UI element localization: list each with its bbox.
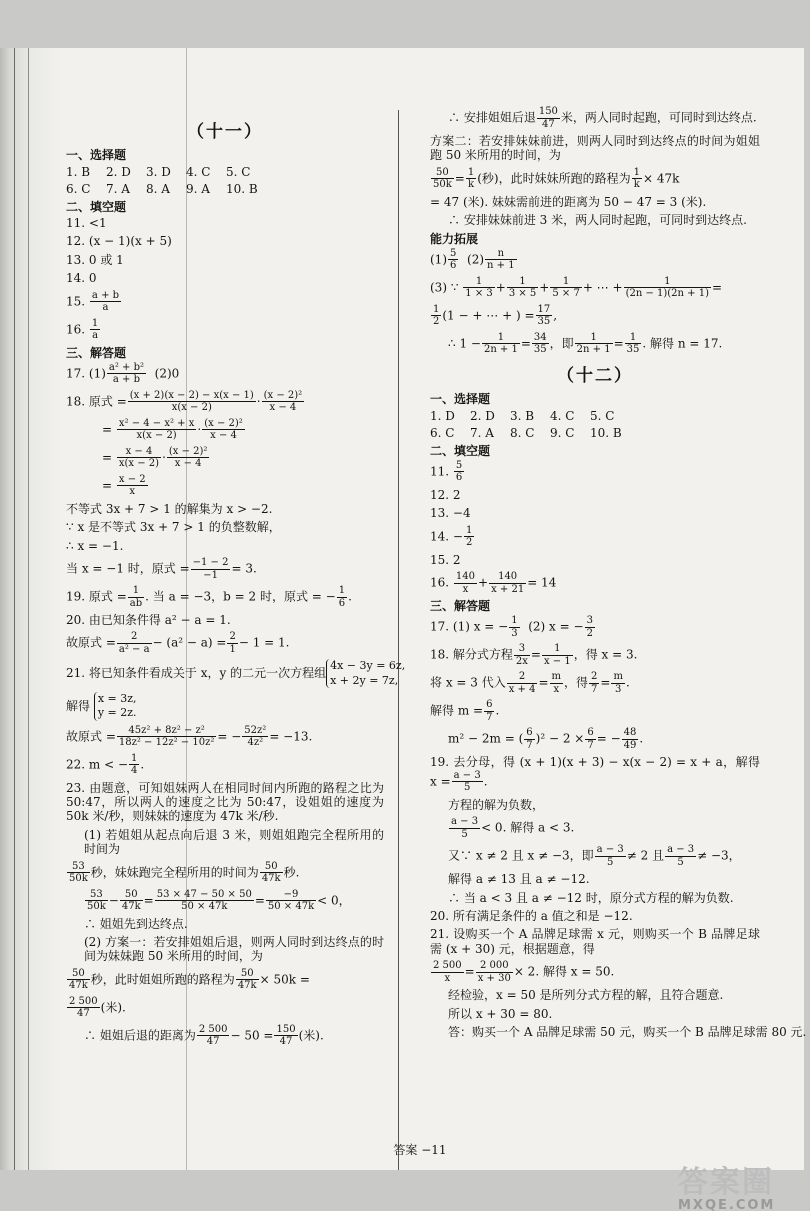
choice-answer: 8. C — [510, 426, 535, 441]
fill-answer: 15. $\frac{a + b}{a}$ — [66, 289, 120, 314]
extension-3-sum: $\frac{1}{2}$ (1 − + ⋯ + ) = $\frac{17}{35}$ , — [433, 303, 558, 328]
answer-23-part2: (2) 方案一：若安排姐姐后退，则两人同时到达终点的时间为妹妹跑 50 米所用的时间，为 — [84, 935, 384, 964]
choice-row — [430, 409, 760, 423]
answer-21: 21. 设购买一个 A 品牌足球需 x 元，则购买一个 B 品牌足球需 (x + 30) 元，根据题意，得 — [430, 927, 760, 956]
answer-18-step: = $\frac{\text{x² − 4 − x² + x}}{x(x - 2)}$ · $\frac{\text{(x − 2)²}}{x - 4}$ — [102, 417, 243, 442]
fill-answer: 12. 2 — [430, 487, 461, 502]
plan2-math: $\frac{50}{50k}$ = $\frac{1}{k}$ (秒)，此时妹妹所跑的路程为 $\frac{1}{k}$ × 47k — [433, 166, 680, 191]
answer-21-solution: 解得 x = 3z, y = 2z. — [66, 692, 137, 720]
answer-22: 22. m < − $\frac{1}{4}$ . — [66, 752, 145, 777]
answer-19-step: 方程的解为负数， — [448, 797, 545, 812]
extension-1-2: (1) $\frac{5}{6}$ (2) $\frac{n}{n + 1}$ — [430, 247, 515, 272]
choice-answer: 8. A — [146, 182, 170, 197]
answer-18-text: 当 x = −1 时，原式 = $\frac{-1 - 2}{-1}$ = 3. — [66, 557, 257, 581]
choice-answer: 7. A — [470, 426, 494, 441]
answer-18-step: 解得 m = $\frac{6}{7}$ . — [430, 699, 500, 723]
fraction: $\frac{\text{a² + b²}}{a + b}$ — [108, 361, 145, 386]
choice-answer: 2. D — [470, 408, 495, 423]
fraction: $\frac{17}{35}$ — [537, 303, 551, 328]
choice-answer: 3. D — [146, 164, 171, 179]
answer-20: 20. 所有满足条件的 a 值之和是 −12. — [430, 909, 633, 924]
fraction: $\frac{5}{6}$ — [455, 459, 463, 484]
fraction: $\frac{1}{2}$ — [433, 303, 440, 328]
choice-answer: 5. C — [590, 408, 615, 423]
fraction: $\frac{-9}{50 \times 47k}$ — [267, 888, 315, 913]
choice-answer: 9. C — [550, 426, 575, 441]
fill-answer: 14. − $\frac{1}{2}$ — [430, 524, 473, 549]
fraction: $\frac{1}{ab}$ — [129, 585, 143, 609]
answer-23: 23. 由题意，可知姐妹两人在相同时间内所跑的路程之比为 50:47，所以两人的速度之比为 50:47，设姐姐的速度为 50k 米/秒，则妹妹的速度为 47k 米/秒. — [66, 780, 384, 824]
heading-extension: 能力拓展 — [430, 231, 479, 246]
answer-17: 17. (1) $\frac{\text{a² + b²}}{a + b}$ (2)0 — [66, 361, 180, 386]
plan1-conclusion: ∴ 安排姐姐后退 $\frac{150}{47}$ 米，两人同时起跑，可同时到达终点. — [448, 106, 757, 130]
fraction: $\frac{2 000}{x + 30}$ — [477, 960, 511, 984]
heading-solve: 三、解答题 — [430, 599, 491, 614]
fraction: $\frac{1}{k}$ — [467, 166, 475, 191]
answer-23-times: $\frac{53}{50k}$ 秒，妹妹跑完全程所用的时间为 $\frac{50}{47k}$ 秒. — [69, 860, 300, 885]
fraction: $\frac{6}{7}$ — [587, 727, 594, 751]
fraction: $\frac{5}{6}$ — [450, 247, 457, 272]
answer-18: 18. 原式 = $\frac{(x + 2)(x - 2) - x(x - 1)}{x(x - 2)}$ · $\frac{\text{(x − 2)²}}{x - 4}$ — [66, 389, 303, 414]
fraction: $\frac{a - 3}{5}$ — [596, 844, 624, 868]
fraction: $\frac{1}{2n + 1}$ — [576, 331, 611, 356]
fraction: $\frac{-1 - 2}{-1}$ — [192, 557, 229, 581]
fraction: $\frac{x - 2}{x}$ — [118, 473, 146, 498]
fraction: $\frac{6}{7}$ — [526, 727, 533, 751]
answer-20: 20. 由已知条件得 a² − a = 1. — [66, 613, 231, 628]
answer-18-text: ∴ x = −1. — [66, 538, 124, 553]
plan2-distance: = 47 (米). 妹妹需前进的距离为 50 − 47 = 3 (米). — [430, 194, 707, 209]
fraction: $\frac{\text{x² − 4 − x² + x}}{x(x - 2)}$ — [118, 417, 195, 442]
answer-21-equation: $\frac{2 500}{x}$ = $\frac{2 000}{x + 30}$ × 2. 解得 x = 50. — [433, 960, 615, 984]
answer-23-back: ∴ 姐姐后退的距离为 $\frac{2 500}{47}$ − 50 = $\frac{150}{47}$ (米). — [84, 1023, 324, 1048]
choice-answer: 10. B — [590, 426, 622, 441]
fraction: $\frac{34}{35}$ — [533, 331, 547, 356]
choice-answer: 7. A — [106, 182, 130, 197]
choice-answer: 4. C — [186, 164, 211, 179]
fraction: $\frac{x - 4}{x(x - 2)}$ — [118, 445, 160, 470]
answer-23-distance: $\frac{2 500}{47}$ (米). — [69, 995, 126, 1020]
fill-answer: 15. 2 — [430, 552, 461, 567]
section-title-11: （十一） — [187, 122, 263, 142]
extension-3: (3) ∵ $\frac{1}{1 \times 3}$ + $\frac{1}{3 \times 5}$ + $\frac{1}{5 \times 7}$ + ⋯ + $\frac{1}{(2n - 1)(2n + 1)}$ = — [430, 275, 723, 300]
left-column — [66, 60, 406, 1052]
fraction: $\frac{1}{(2n - 1)(2n + 1)}$ — [625, 275, 709, 300]
choice-row — [66, 165, 384, 179]
fraction: $\frac{48}{49}$ — [623, 727, 637, 751]
fraction: $\frac{a - 3}{5}$ — [453, 769, 481, 794]
fraction: $\frac{\text{(x − 2)²}}{x - 4}$ — [263, 389, 303, 414]
fraction: $\frac{1}{35}$ — [626, 331, 640, 356]
equation-system: x = 3z, y = 2z. — [94, 692, 137, 721]
choice-answer: 3. B — [510, 408, 535, 423]
answer-18-text: 不等式 3x + 7 > 1 的解集为 x > −2. — [66, 501, 273, 516]
answer-18-step: m² − 2m = ( $\frac{6}{7}$ )² − 2 × $\frac{6}{7}$ = − $\frac{48}{49}$ . — [448, 727, 644, 751]
fraction: $\frac{150}{47}$ — [538, 106, 558, 130]
answer-19-step: $\frac{a - 3}{5}$ < 0. 解得 a < 3. — [451, 816, 575, 840]
answer-19-step: 解得 a ≠ 13 且 a ≠ −12. — [448, 872, 590, 887]
fill-answer: 14. 0 — [66, 271, 97, 286]
answer-18-step: = $\frac{x - 2}{x}$ — [102, 473, 146, 498]
fraction: $\frac{1}{x - 1}$ — [543, 643, 571, 667]
section-title-12: （十二） — [557, 365, 633, 386]
fraction: $\frac{1}{a}$ — [91, 317, 99, 342]
choice-answer: 1. D — [430, 408, 455, 423]
choice-answer: 5. C — [226, 164, 251, 179]
choice-answer: 2. D — [106, 164, 131, 179]
fraction: $\frac{m}{x}$ — [551, 671, 562, 695]
fraction: $\frac{\text{45z² + 8z² − z²}}{\text{18z² − 12z² − 10z²}}$ — [118, 724, 215, 749]
answer-21-final: 答：购买一个 A 品牌足球需 50 元，购买一个 B 品牌足球需 80 元. — [448, 1024, 807, 1039]
answer-18-step: = $\frac{x - 4}{x(x - 2)}$ · $\frac{\text{(x − 2)²}}{x - 4}$ — [102, 445, 208, 470]
fraction: $\frac{53 \times 47 - 50 \times 50}{50 \times 47k}$ — [156, 888, 252, 913]
fill-answer: 13. −4 — [430, 506, 471, 521]
fraction: $\frac{1}{k}$ — [633, 166, 640, 191]
answer-19: 19. 原式 = $\frac{1}{ab}$ . 当 a = −3，b = 2 时，原式 = − $\frac{1}{6}$ . — [66, 585, 352, 609]
choice-answer: 1. B — [66, 164, 91, 179]
answer-21-result: 故原式 = $\frac{\text{45z² + 8z² − z²}}{\text{18z² − 12z² − 10z²}}$ = − $\frac{\text{52z²}}{\text{4z²}}$ = −13. — [66, 724, 313, 749]
answer-18-text: ∵ x 是不等式 3x + 7 > 1 的负整数解， — [66, 520, 281, 535]
fraction: $\frac{2 500}{47}$ — [69, 995, 98, 1020]
heading-choice: 一、选择题 — [66, 148, 127, 163]
fraction: $\frac{50}{47k}$ — [121, 888, 141, 913]
fraction: $\frac{2 500}{47}$ — [198, 1023, 228, 1048]
answer-19-step: 又∵ x ≠ 2 且 x ≠ −3，即 $\frac{a - 3}{5}$ ≠ 2 且 $\frac{a - 3}{5}$ ≠ −3， — [448, 844, 741, 868]
fill-answer: 11. $\frac{5}{6}$ — [430, 459, 463, 484]
fraction: $\frac{2}{\text{a² − a}}$ — [118, 631, 150, 655]
fraction: $\frac{\text{(x − 2)²}}{x - 4}$ — [168, 445, 208, 470]
fraction: $\frac{3}{2}$ — [586, 615, 593, 639]
fraction: $\frac{140}{x}$ — [455, 571, 476, 595]
fraction: $\frac{1}{5 \times 7}$ — [552, 275, 580, 300]
choice-answer: 10. B — [226, 182, 258, 197]
answer-18: 18. 解分式方程 $\frac{3}{2x}$ = $\frac{1}{x - 1}$ ，得 x = 3. — [430, 643, 638, 667]
answer-23-part1: (1) 若姐姐从起点向后退 3 米，则姐姐跑完全程所用的时间为 — [84, 827, 384, 857]
binding-line — [14, 48, 15, 1170]
fraction: $\frac{1}{3}$ — [511, 615, 518, 639]
watermark-logo: 答案圈 MXQE.COM — [678, 1165, 776, 1211]
fraction: $\frac{n}{n + 1}$ — [487, 247, 515, 272]
choice-row — [430, 426, 760, 440]
fraction: $\frac{1}{2n + 1}$ — [483, 331, 518, 356]
fraction: $\frac{1}{3 \times 5}$ — [508, 275, 537, 300]
fraction: $\frac{53}{50k}$ — [87, 888, 106, 913]
binding-line — [28, 48, 29, 1170]
answer-18-step: 将 x = 3 代入 $\frac{2}{x + 4}$ = $\frac{m}{x}$ ，得 $\frac{2}{7}$ = $\frac{m}{3}$ . — [430, 671, 630, 695]
fraction: $\frac{1}{4}$ — [131, 752, 138, 777]
fill-answer: 16. $\frac{140}{x}$ + $\frac{140}{x + 21}$ = 14 — [430, 571, 557, 595]
fraction: $\frac{1}{2}$ — [465, 524, 473, 549]
fraction: $\frac{50}{47k}$ — [69, 967, 88, 992]
binding-shadow — [0, 48, 60, 1170]
fraction: $\frac{50}{47k}$ — [237, 967, 257, 992]
heading-fill: 二、填空题 — [430, 443, 491, 458]
plan2-text: 方案二：若安排妹妹前进，则两人同时到达终点的时间为姐姐跑 50 米所用的时间，为 — [430, 134, 760, 163]
fraction: $\frac{2}{x + 4}$ — [508, 671, 536, 695]
fraction: $\frac{50}{50k}$ — [433, 166, 452, 191]
fraction: $\frac{150}{47}$ — [276, 1023, 296, 1048]
column-divider — [398, 110, 399, 1170]
answer-23-text: ∴ 姐姐先到达终点. — [84, 916, 188, 931]
page-number: 答案 −11 — [393, 1143, 447, 1157]
fraction: $\frac{53}{50k}$ — [69, 860, 88, 885]
equation-system: 4x − 3y = 6z, x + 2y = 7z, — [326, 659, 405, 688]
fraction: $\frac{\text{52z²}}{\text{4z²}}$ — [244, 724, 267, 749]
choice-answer: 9. A — [186, 182, 210, 197]
fraction: $\frac{1}{6}$ — [338, 585, 346, 609]
answer-17: 17. (1) x = − $\frac{1}{3}$ (2) x = − $\frac{3}{2}$ — [430, 615, 593, 639]
fraction: $\frac{2}{7}$ — [591, 671, 598, 695]
heading-solve: 三、解答题 — [66, 345, 127, 360]
fraction: $\frac{2 500}{x}$ — [433, 960, 462, 984]
fill-answer: 16. $\frac{1}{a}$ — [66, 317, 99, 342]
fraction: $\frac{140}{x + 21}$ — [491, 571, 525, 595]
fill-answer: 12. (x − 1)(x + 5) — [66, 234, 172, 249]
fraction: $\frac{2}{1}$ — [229, 631, 236, 655]
fraction: $\frac{a + b}{a}$ — [91, 289, 120, 314]
answer-23-plan1: $\frac{50}{47k}$ 秒，此时姐姐所跑的路程为 $\frac{50}{47k}$ × 50k = — [69, 967, 310, 992]
extension-3-result: ∴ 1 − $\frac{1}{2n + 1}$ = $\frac{34}{35}$ ，即 $\frac{1}{2n + 1}$ = $\frac{1}{35}$ . 解得 n = 17. — [448, 331, 723, 356]
fraction: $\frac{a - 3}{5}$ — [451, 816, 479, 840]
fraction: $\frac{3}{2x}$ — [515, 643, 528, 667]
fill-answer: 11. <1 — [66, 215, 107, 230]
fraction: $\frac{m}{3}$ — [613, 671, 623, 695]
fraction: $\frac{(x + 2)(x - 2) - x(x - 1)}{x(x - 2)}$ — [129, 389, 254, 414]
fraction: $\frac{1}{1 \times 3}$ — [465, 275, 493, 300]
answer-19-step: ∴ 当 a < 3 且 a ≠ −12 时，原分式方程的解为负数. — [448, 890, 734, 905]
choice-answer: 6. C — [430, 426, 455, 441]
plan2-conclusion: ∴ 安排妹妹前进 3 米，两人同时起跑，可同时到达终点. — [448, 213, 747, 228]
right-column — [430, 60, 807, 1043]
fill-answer: 13. 0 或 1 — [66, 252, 124, 267]
fraction: $\frac{50}{47k}$ — [261, 860, 281, 885]
answer-21-step: 所以 x + 30 = 80. — [448, 1006, 553, 1021]
heading-choice: 一、选择题 — [430, 392, 491, 407]
choice-row — [66, 182, 384, 196]
answer-21: 21. 将已知条件看成关于 x，y 的二元一次方程组4x − 3y = 6z, x + 2y = 7z, — [66, 659, 406, 687]
answer-20-step: 故原式 = $\frac{2}{\text{a² − a}}$ − (a² − a) = $\frac{2}{1}$ − 1 = 1. — [66, 631, 290, 655]
fraction: $\frac{a - 3}{5}$ — [667, 844, 695, 868]
answer-21-step: 经检验，x = 50 是所列分式方程的解，且符合题意. — [448, 988, 724, 1003]
choice-answer: 4. C — [550, 408, 575, 423]
choice-answer: 6. C — [66, 182, 91, 197]
fraction: $\frac{\text{(x − 2)²}}{x - 4}$ — [204, 417, 243, 442]
answer-19: 19. 去分母，得 (x + 1)(x + 3) − x(x − 2) = x + a，解得 x = $\frac{a - 3}{5}$ . — [430, 755, 760, 794]
heading-fill: 二、填空题 — [66, 199, 127, 214]
answer-23-compare: $\frac{53}{50k}$ − $\frac{50}{47k}$ = $\frac{53 \times 47 - 50 \times 50}{50 \times 47k}$ = $\frac{-9}{50 \times 47k}$ < 0， — [87, 888, 351, 913]
fraction: $\frac{6}{7}$ — [486, 699, 493, 723]
